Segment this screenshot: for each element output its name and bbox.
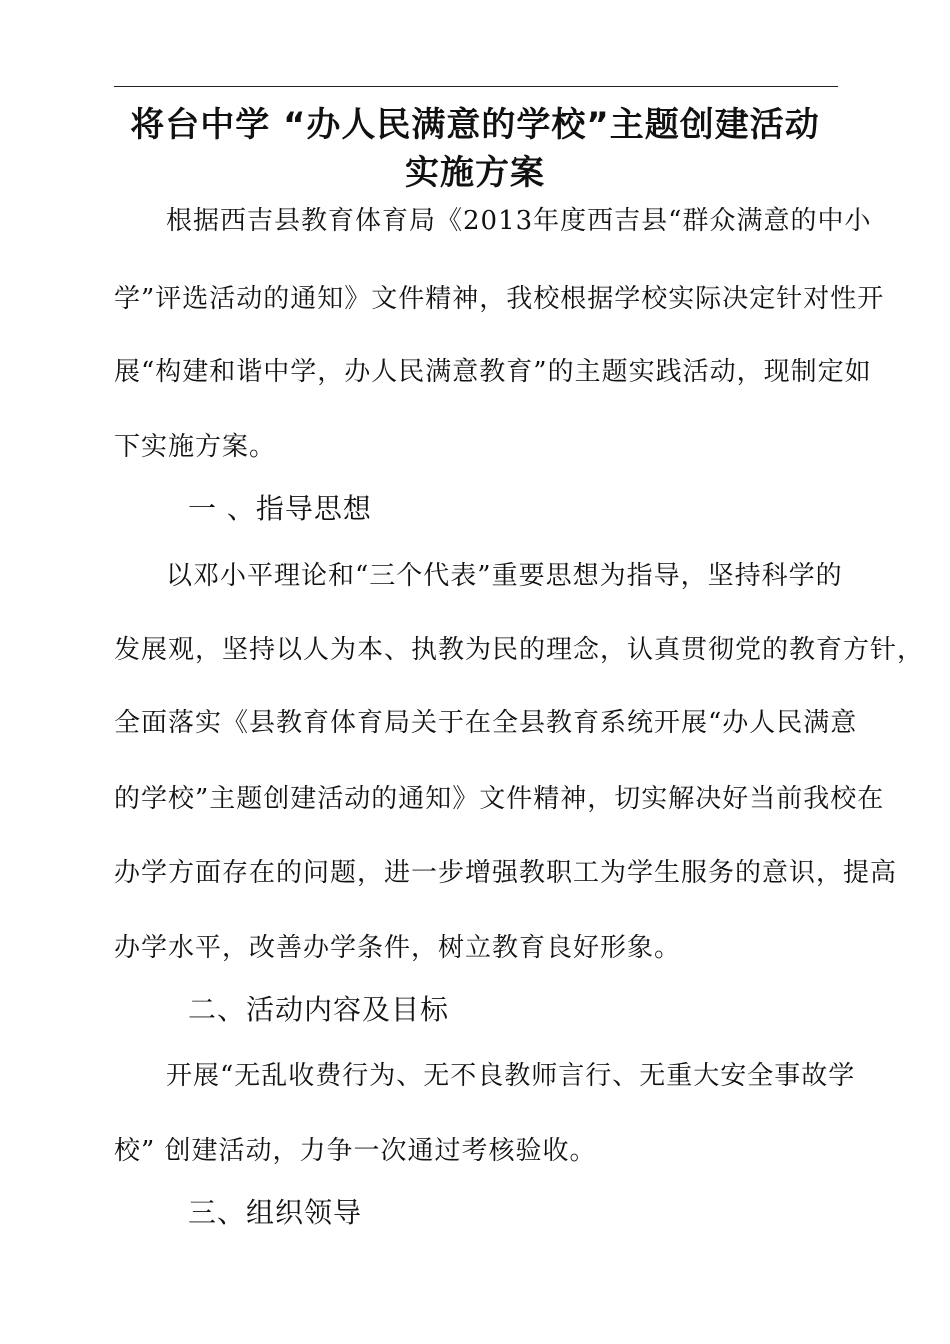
intro-line: 下实施方案。	[114, 432, 277, 462]
section1-line: 发展观，坚持以人为本、执教为民的理念，认真贯彻党的教育方针，	[114, 635, 925, 665]
intro-line: 学”评选活动的通知》文件精神，我校根据学校实际决定针对性开	[114, 284, 885, 314]
section1-line: 办学水平，改善办学条件，树立教育良好形象。	[114, 933, 682, 963]
section1-line: 全面落实《县教育体育局关于在全县教育系统开展“办人民满意	[114, 708, 858, 738]
section2-heading: 二、活动内容及目标	[188, 993, 450, 1026]
section1-line: 的学校”主题创建活动的通知》文件精神，切实解决好当前我校在	[114, 784, 885, 814]
document-title-line1: 将台中学 “办人民满意的学校”主题创建活动	[130, 105, 820, 145]
intro-line: 根据西吉县教育体育局《2013年度西吉县“群众满意的中小	[166, 206, 872, 236]
section1-heading: 一 、指导思想	[188, 492, 372, 525]
section3-heading: 三、组织领导	[188, 1196, 363, 1229]
section2-line: 校” 创建活动，力争一次通过考核验收。	[114, 1136, 597, 1166]
intro-line: 展“构建和谐中学，办人民满意教育”的主题实践活动，现制定如	[114, 357, 872, 387]
section1-line: 办学方面存在的问题，进一步增强教职工为学生服务的意识，提高	[114, 858, 898, 888]
document-title-line2: 实施方案	[405, 153, 545, 193]
section1-line: 以邓小平理论和“三个代表”重要思想为指导，坚持科学的	[166, 561, 843, 591]
header-rule	[114, 86, 838, 87]
section2-line: 开展“无乱收费行为、无不良教师言行、无重大安全事故学	[166, 1061, 856, 1091]
